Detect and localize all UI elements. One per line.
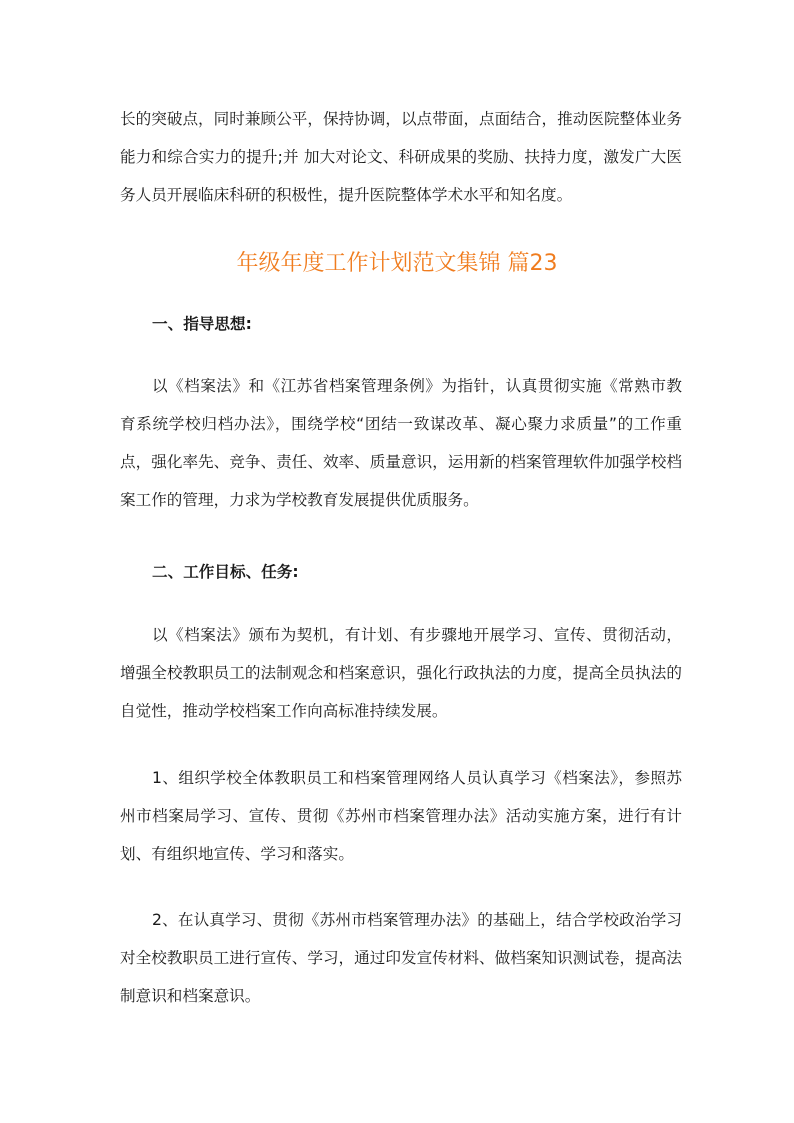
intro-paragraph: 长的突破点，同时兼顾公平，保持协调，以点带面，点面结合，推动医院整体业务能力和综合实力的提升;并 加大对论文、科研成果的奖励、扶持力度，激发广大医务人员开展临床科研的积极性，提升医院整体学术水平和知名度。 (120, 110, 682, 204)
article-title: 年级年度工作计划范文集锦 篇23 (236, 251, 558, 276)
section-paragraph-goals-tasks: 以《档案法》颁布为契机，有计划、有步骤地开展学习、宣传、贯彻活动，增强全校教职员工的法制观念和档案意识，强化行政执法的力度，提高全员执法的自觉性，推动学校档案工作向高标准持续发展。 (120, 626, 682, 720)
list-item-2: 2、在认真学习、贯彻《苏州市档案管理办法》的基础上，结合学校政治学习对全校教职员工进行宣传、学习，通过印发宣传材料、做档案知识测试卷，提高法制意识和档案意识。 (120, 911, 682, 1005)
list-item-1: 1、组织学校全体教职员工和档案管理网络人员认真学习《档案法》，参照苏州市档案局学习、宣传、贯彻《苏州市档案管理办法》活动实施方案，进行有计划、有组织地宣传、学习和落实。 (120, 769, 682, 863)
section-paragraph-guiding-ideology: 以《档案法》和《江苏省档案管理条例》为指针，认真贯彻实施《常熟市教育系统学校归档办法》，围绕学校“团结一致谋改革、凝心聚力求质量”的工作重点，强化率先、竞争、责任、效率、质量意识，运用新的档案管理软件加强学校档案工作的管理，力求为学校教育发展提供优质服务。 (120, 377, 682, 509)
section-heading-guiding-ideology: 一、指导思想: (152, 315, 252, 333)
section-heading-goals-tasks: 二、工作目标、任务: (152, 563, 299, 581)
